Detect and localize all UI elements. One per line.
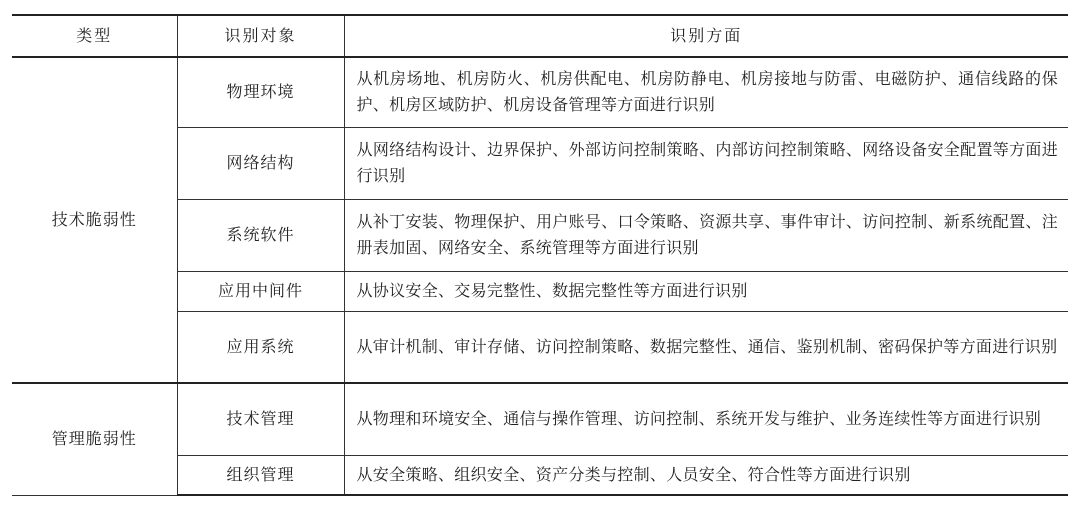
table-row	[12, 383, 1068, 455]
vulnerability-table-container	[12, 14, 1068, 496]
object-cell: 物理环境	[177, 57, 344, 127]
table-row	[12, 57, 1068, 127]
type-cell-technical: 技术脆弱性	[12, 57, 177, 383]
aspect-cell: 从物理和环境安全、通信与操作管理、访问控制、系统开发与维护、业务连续性等方面进行识别	[344, 383, 1068, 455]
aspect-cell: 从机房场地、机房防火、机房供配电、机房防静电、机房接地与防雷、电磁防护、通信线路的保护、机房区域防护、机房设备管理等方面进行识别	[344, 57, 1068, 127]
object-cell: 系统软件	[177, 199, 344, 271]
table-header-row	[12, 15, 1068, 57]
object-cell: 组织管理	[177, 455, 344, 495]
vulnerability-identification-table	[12, 14, 1068, 496]
object-cell: 应用中间件	[177, 271, 344, 311]
object-cell: 应用系统	[177, 311, 344, 383]
type-cell-management: 管理脆弱性	[12, 383, 177, 495]
aspect-cell: 从协议安全、交易完整性、数据完整性等方面进行识别	[344, 271, 1068, 311]
header-type: 类型	[12, 15, 177, 57]
header-object: 识别对象	[177, 15, 344, 57]
object-cell: 网络结构	[177, 127, 344, 199]
aspect-cell: 从网络结构设计、边界保护、外部访问控制策略、内部访问控制策略、网络设备安全配置等方面进行识别	[344, 127, 1068, 199]
aspect-cell: 从补丁安装、物理保护、用户账号、口令策略、资源共享、事件审计、访问控制、新系统配置、注册表加固、网络安全、系统管理等方面进行识别	[344, 199, 1068, 271]
header-aspect: 识别方面	[344, 15, 1068, 57]
aspect-cell: 从安全策略、组织安全、资产分类与控制、人员安全、符合性等方面进行识别	[344, 455, 1068, 495]
object-cell: 技术管理	[177, 383, 344, 455]
aspect-cell: 从审计机制、审计存储、访问控制策略、数据完整性、通信、鉴别机制、密码保护等方面进行识别	[344, 311, 1068, 383]
